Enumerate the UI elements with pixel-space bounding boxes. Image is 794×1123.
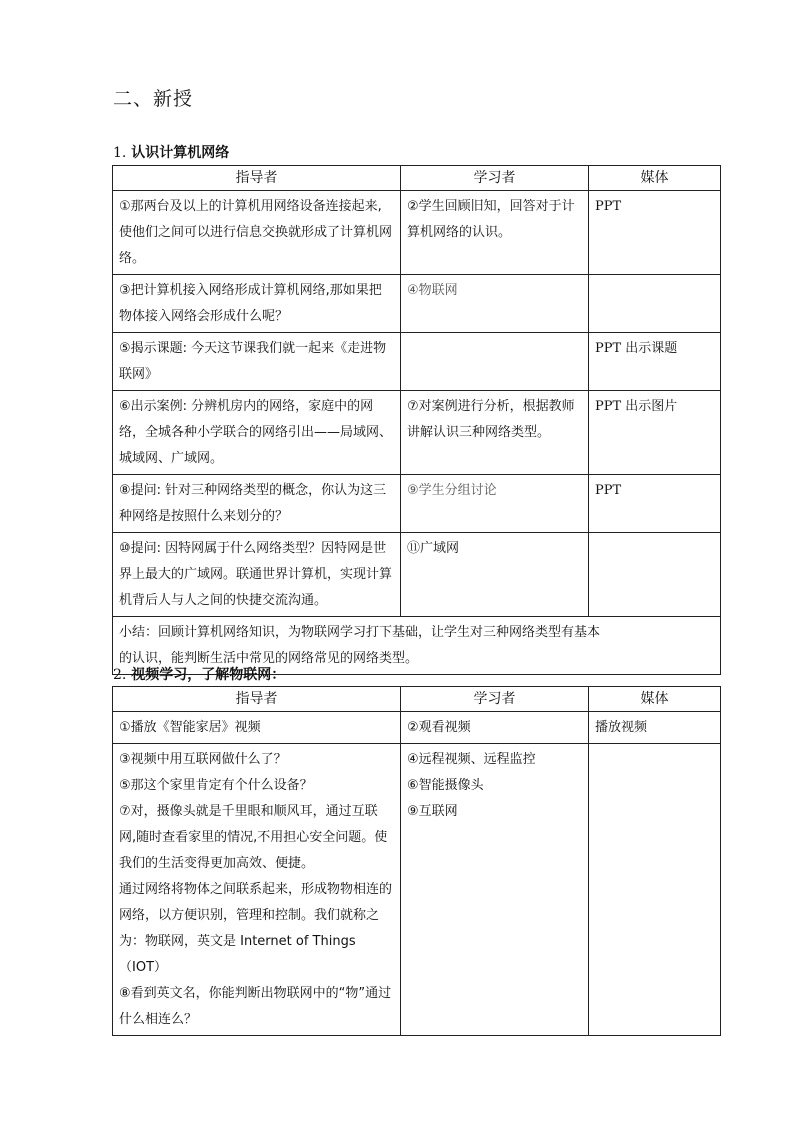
cell-learner xyxy=(401,744,589,1036)
cell-guide: ⑧提问: 针对三种网络类型的概念，你认为这三种网络是按照什么来划分的？ xyxy=(113,475,401,533)
learner-line: ④远程视频、远程监控 xyxy=(407,752,536,767)
header-media: 媒体 xyxy=(589,687,721,712)
section1-table xyxy=(112,165,721,675)
cell-learner: ⑦对案例进行分析，根据教师讲解认识三种网络类型。 xyxy=(401,391,589,475)
table-row xyxy=(113,533,721,617)
table-row xyxy=(113,712,721,744)
cell-media: PPT 出示课题 xyxy=(589,333,721,391)
cell-media xyxy=(589,533,721,617)
cell-media xyxy=(589,744,721,1036)
header-learner: 学习者 xyxy=(401,166,589,191)
guide-line: ③视频中用互联网做什么了？ xyxy=(119,752,287,767)
cell-media xyxy=(589,275,721,333)
guide-line: ⑤那这个家里肯定有个什么设备？ xyxy=(119,778,313,793)
header-guide: 指导者 xyxy=(113,166,401,191)
cell-guide: ⑤揭示课题: 今天这节课我们就一起来《走进物联网》 xyxy=(113,333,401,391)
cell-learner: ②学生回顾旧知，回答对于计算机网络的认识。 xyxy=(401,191,589,275)
guide-line: ⑧看到英文名，你能判断出物联网中的“物”通过什么相连么？ xyxy=(119,986,392,1027)
cell-media: 播放视频 xyxy=(589,712,721,744)
section2-title xyxy=(113,664,285,684)
section2-number: 2. xyxy=(113,667,127,683)
section2-title-text: 视频学习，了解物联网： xyxy=(131,667,286,683)
cell-media: PPT 出示图片 xyxy=(589,391,721,475)
guide-line: ⑦对，摄像头就是千里眼和顺风耳，通过互联网,随时查看家里的情况,不用担心安全问题。使我们的生活变得更加高效、便捷。 xyxy=(119,804,388,871)
table-row xyxy=(113,744,721,1036)
cell-learner: ⑨学生分组讨论 xyxy=(401,475,589,533)
cell-guide: ③把计算机接入网络形成计算机网络,那如果把物体接入网络会形成什么呢？ xyxy=(113,275,401,333)
cell-learner: ④物联网 xyxy=(401,275,589,333)
header-media: 媒体 xyxy=(589,166,721,191)
table-row xyxy=(113,191,721,275)
cell-guide: ⑥出示案例: 分辨机房内的网络，家庭中的网络，全城各种小学联合的网络引出——局域网、城域网、广域网。 xyxy=(113,391,401,475)
header-guide: 指导者 xyxy=(113,687,401,712)
section-heading: 二、新授 xyxy=(113,88,194,110)
learner-line: ⑨互联网 xyxy=(407,804,458,819)
cell-guide: ①播放《智能家居》视频 xyxy=(113,712,401,744)
cell-guide: ①那两台及以上的计算机用网络设备连接起来,使他们之间可以进行信息交换就形成了计算机网络。 xyxy=(113,191,401,275)
table-header-row xyxy=(113,687,721,712)
cell-learner: ⑪广域网 xyxy=(401,533,589,617)
cell-media: PPT xyxy=(589,475,721,533)
learner-line: ⑥智能摄像头 xyxy=(407,778,484,793)
cell-media: PPT xyxy=(589,191,721,275)
header-learner: 学习者 xyxy=(401,687,589,712)
table-row xyxy=(113,275,721,333)
cell-guide xyxy=(113,744,401,1036)
cell-learner: ②观看视频 xyxy=(401,712,589,744)
table-header-row xyxy=(113,166,721,191)
summary-cell: 小结：回顾计算机网络知识，为物联网学习打下基础，让学生对三种网络类型有基本的认识，能判断生活中常见的网络常见的网络类型。 xyxy=(113,617,721,675)
section1-number: 1. xyxy=(113,145,127,161)
section1-title-text: 认识计算机网络 xyxy=(131,145,230,161)
cell-learner xyxy=(401,333,589,391)
cell-guide: ⑩提问: 因特网属于什么网络类型？因特网是世界上最大的广域网。联通世界计算机，实现计算机背后人与人之间的快捷交流沟通。 xyxy=(113,533,401,617)
section1-title xyxy=(113,142,229,162)
table-row xyxy=(113,333,721,391)
table-row xyxy=(113,475,721,533)
section2-table xyxy=(112,686,721,1036)
guide-line: 通过网络将物体之间联系起来，形成物物相连的网络，以方便识别，管理和控制。我们就称之为：物联网，英文是 Internet of Things（IOT） xyxy=(119,882,393,975)
table-row xyxy=(113,391,721,475)
